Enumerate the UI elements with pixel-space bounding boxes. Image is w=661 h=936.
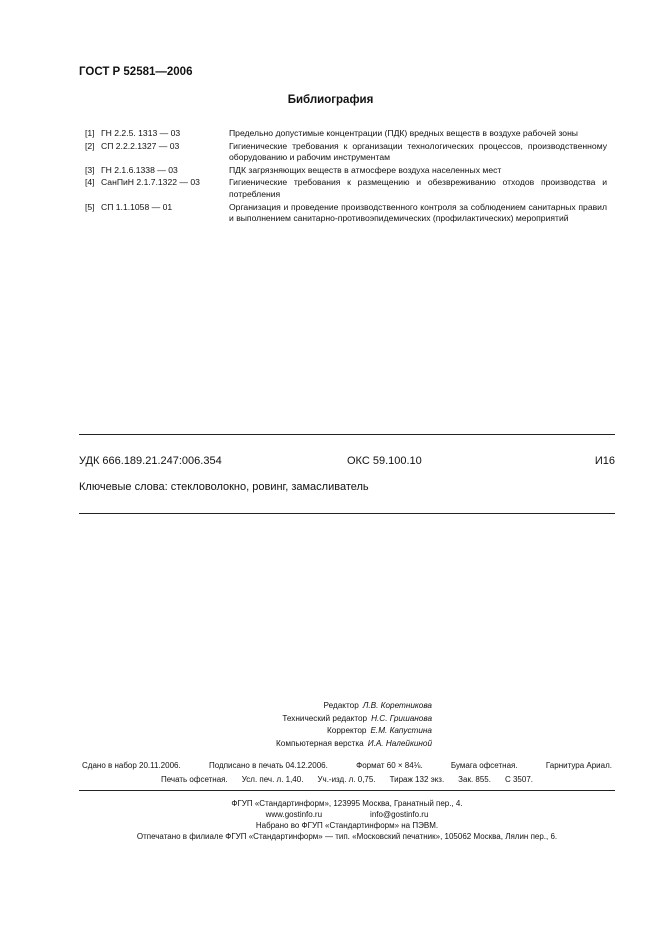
bibliography-item-number: [4]	[85, 177, 95, 188]
bibliography-item	[85, 128, 607, 140]
udk-code: УДК 666.189.21.247:006.354	[79, 455, 222, 467]
publisher-address: ФГУП «Стандартинформ», 123995 Москва, Гранатный пер., 4.	[231, 799, 463, 808]
publishing-line-2	[82, 773, 612, 787]
publishing-info	[82, 759, 612, 787]
staff-credits	[170, 700, 432, 750]
publishing-field: Сдано в набор 20.11.2006.	[82, 761, 181, 770]
publishing-field: Уч.-изд. л. 0,75.	[317, 775, 376, 784]
staff-row	[170, 713, 432, 726]
staff-role: Корректор	[327, 726, 367, 735]
divider-footer	[79, 790, 615, 791]
bibliography-item-description: Гигиенические требования к размещению и обезвреживанию отходов производства и потребления	[229, 177, 607, 199]
publishing-line-1	[82, 759, 612, 773]
keywords-value: стекловолокно, ровинг, замасливатель	[170, 481, 369, 493]
keywords-label: Ключевые слова:	[79, 481, 168, 493]
staff-name: И.А. Налейкиной	[367, 738, 432, 748]
publishing-field: Подписано в печать 04.12.2006.	[209, 761, 328, 770]
publishing-field: Гарнитура Ариал.	[545, 761, 612, 770]
bibliography-item-number: [3]	[85, 164, 95, 175]
publishing-field: Печать офсетная.	[161, 775, 228, 784]
bibliography-item-description: Предельно допустимые концентрации (ПДК) вредных веществ в воздухе рабочей зоны	[229, 128, 578, 138]
staff-role: Технический редактор	[282, 713, 368, 723]
bibliography-item-number: [2]	[85, 140, 95, 151]
staff-role: Редактор	[323, 701, 359, 710]
typesetting-note: Набрано во ФГУП «Стандартинформ» на ПЭВМ.	[255, 821, 439, 830]
publishing-field: Усл. печ. л. 1,40.	[241, 775, 304, 784]
bibliography-item-number: [5]	[85, 201, 95, 212]
bibliography-item-description: Организация и проведение производственного контроля за соблюдением санитарных правил и выполнением санитарно-противоэпидемических (профилактических) мероприятий	[229, 201, 607, 224]
bibliography-item	[85, 177, 607, 200]
standard-header: ГОСТ Р 52581—2006	[79, 66, 193, 78]
bibliography-item-code: ГН 2.1.6.1338 — 03	[101, 164, 178, 175]
staff-row	[170, 725, 432, 738]
bibliography-item-number: [1]	[85, 128, 95, 138]
publisher-footer	[79, 798, 615, 842]
publisher-website-link[interactable]: www.gostinfo.ru	[265, 810, 323, 819]
publisher-email-link[interactable]: info@gostinfo.ru	[370, 810, 429, 819]
bibliography-title: Библиография	[287, 94, 374, 106]
bibliography-item	[85, 165, 607, 177]
staff-role: Компьютерная верстка	[276, 738, 364, 748]
publishing-field: Зак. 855.	[458, 775, 491, 784]
bibliography-item-description: ПДК загрязняющих веществ в атмосфере воздуха населенных мест	[229, 164, 502, 175]
publisher-contacts	[79, 809, 615, 820]
bibliography-item-code: ГН 2.2.5. 1313 — 03	[101, 128, 181, 138]
publishing-field: Формат 60 × 84⅛.	[356, 761, 423, 770]
bibliography-item-code: СП 2.2.2.1327 — 03	[101, 140, 180, 151]
printing-note: Отпечатано в филиале ФГУП «Стандартинформ» — тип. «Московский печатник», 105062 Москва, Лялин пер., 6.	[136, 832, 558, 841]
keywords	[79, 481, 369, 493]
staff-name: Н.С. Гришанова	[371, 713, 432, 723]
index-code: И16	[594, 455, 615, 467]
bibliography-item	[85, 202, 607, 225]
staff-row	[170, 700, 432, 713]
staff-row	[170, 738, 432, 751]
publishing-field: С 3507.	[504, 775, 533, 784]
oks-code: ОКС 59.100.10	[347, 455, 422, 467]
publishing-field: Тираж 132 экз.	[389, 775, 445, 784]
divider-bottom	[79, 513, 615, 514]
publishing-field: Бумага офсетная.	[450, 761, 518, 770]
bibliography-item-code: СанПиН 2.1.7.1322 — 03	[101, 177, 200, 188]
bibliography-item-code: СП 1.1.1058 — 01	[101, 201, 173, 212]
staff-name: Е.М. Капустина	[370, 726, 432, 735]
bibliography-item	[85, 141, 607, 164]
bibliography-item-description: Гигиенические требования к организации технологических процессов, производственному оборудованию и рабочим инструментам	[229, 140, 607, 163]
bibliography-list	[85, 128, 607, 226]
staff-name: Л.В. Коретникова	[362, 701, 432, 710]
divider-top	[79, 434, 615, 435]
